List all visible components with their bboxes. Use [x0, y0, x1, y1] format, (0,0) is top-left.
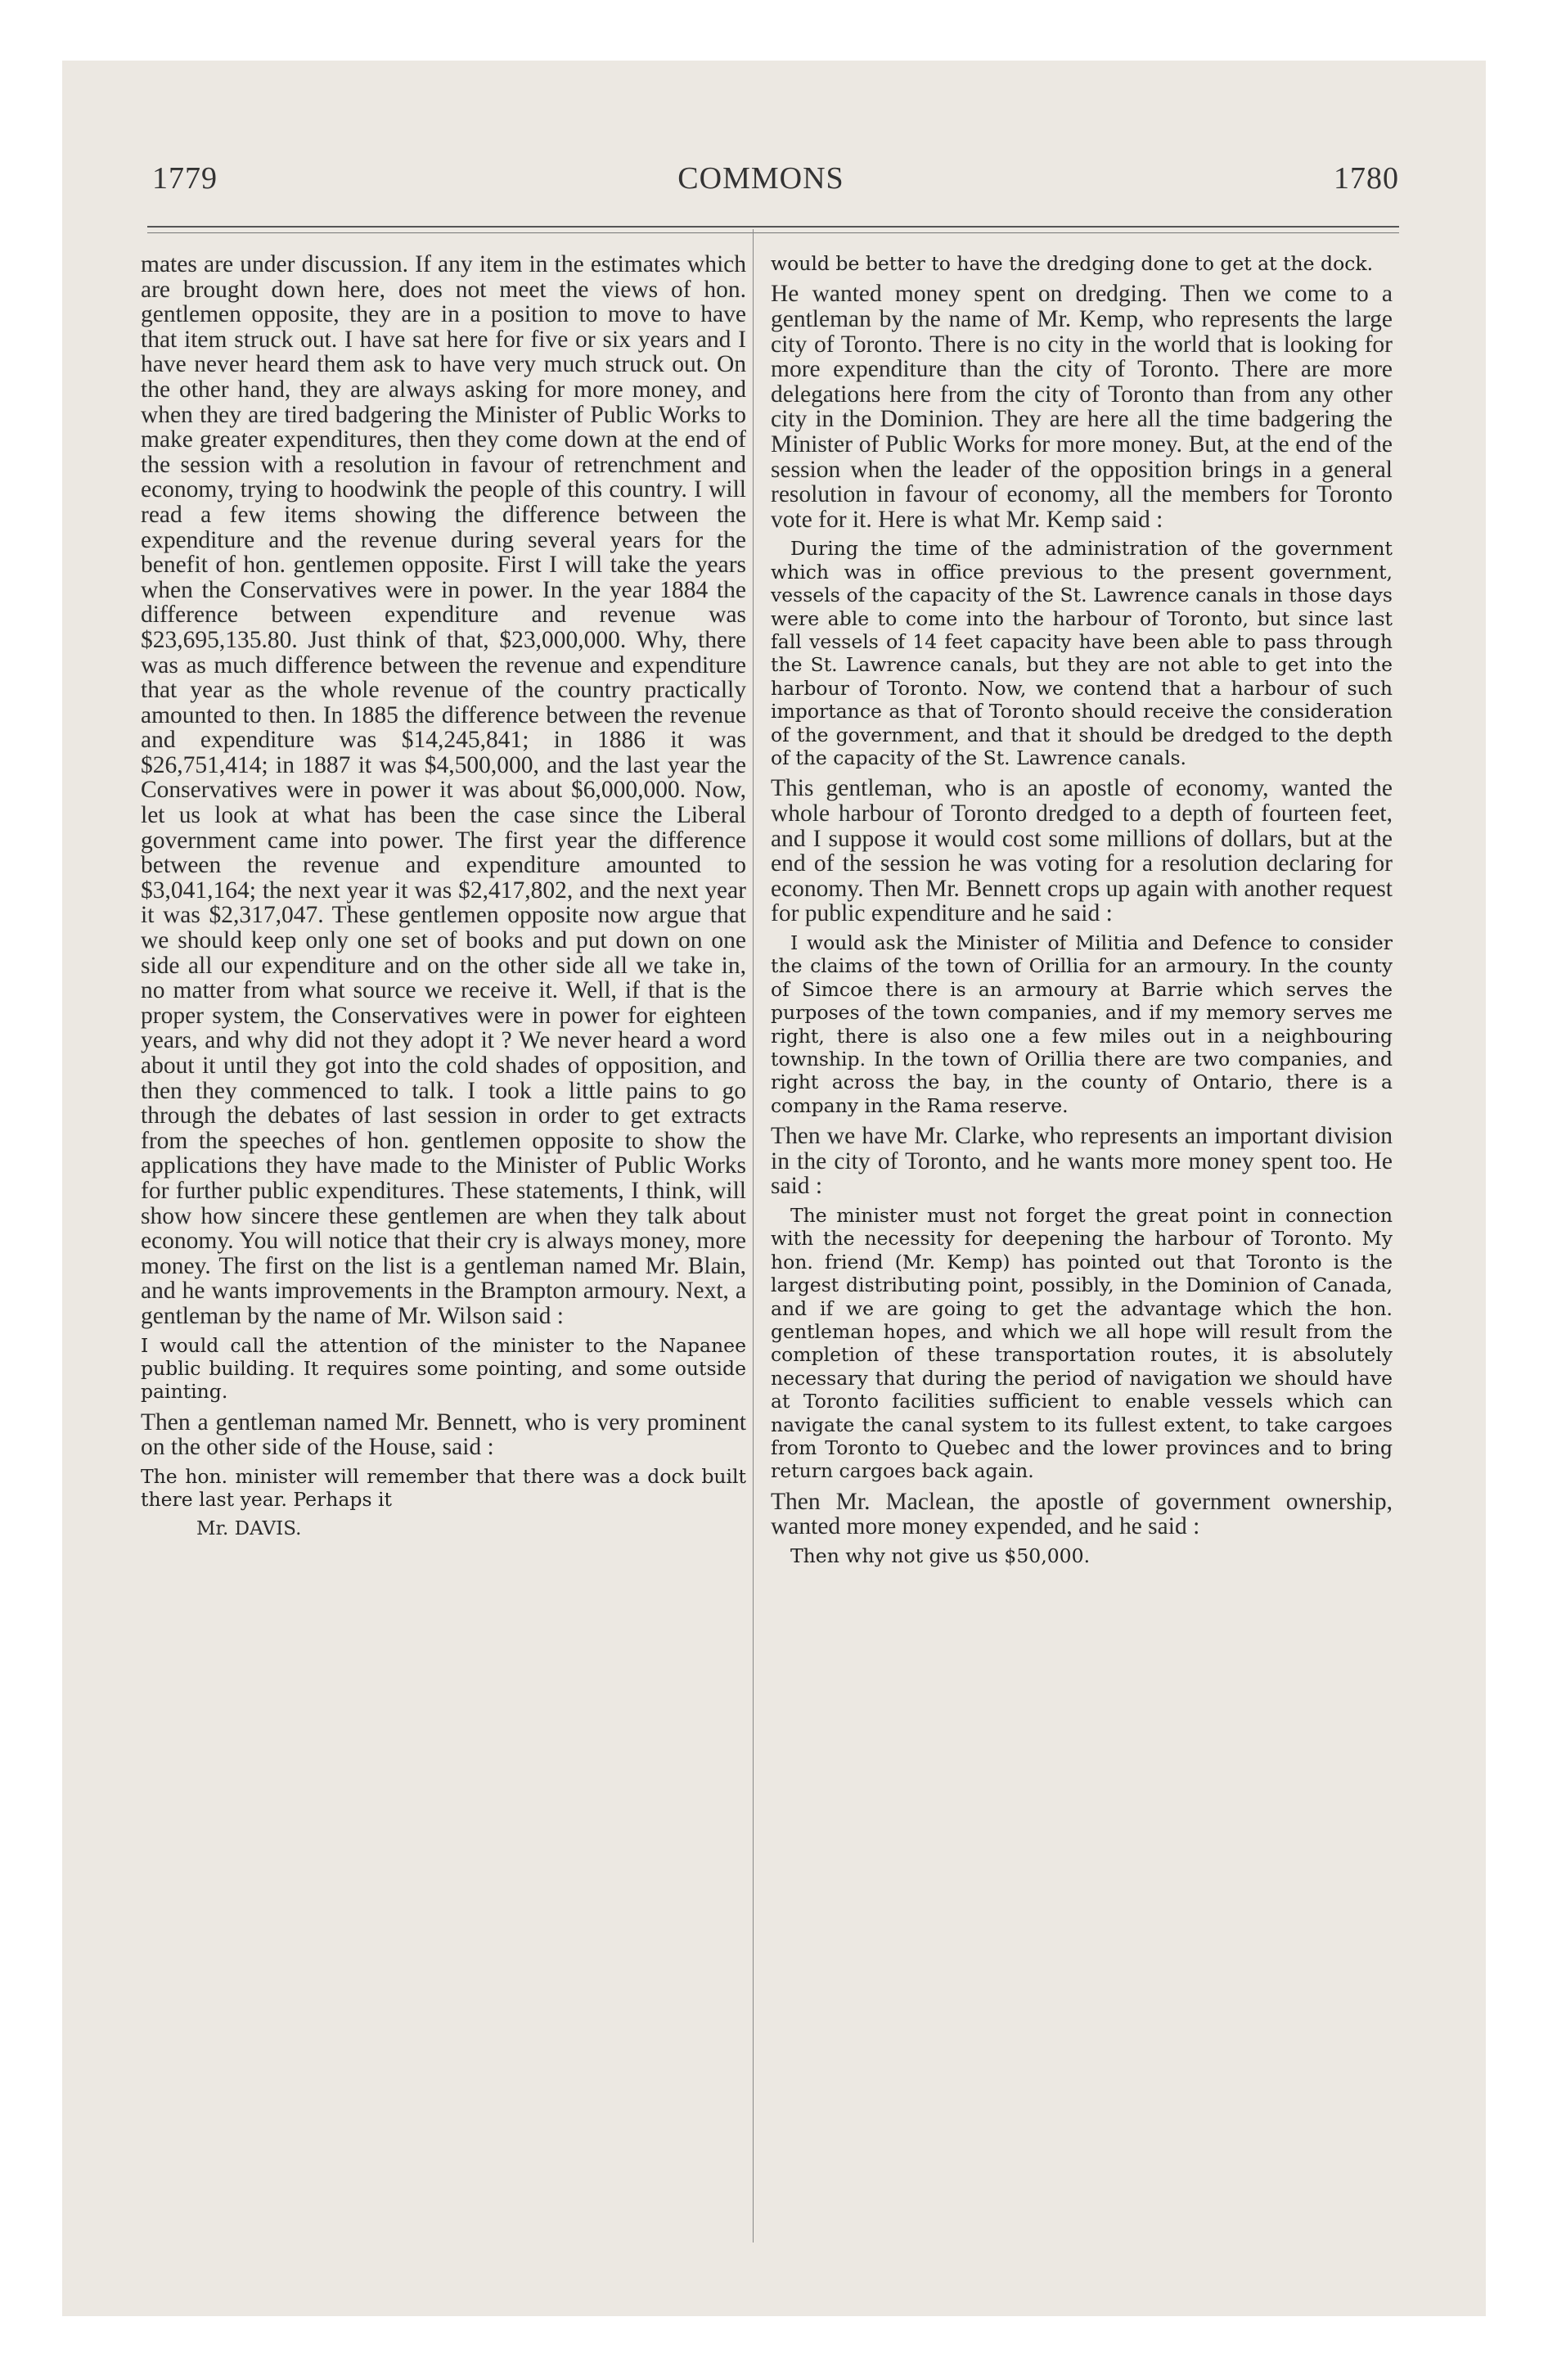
speaker-signature: Mr. DAVIS. [196, 1517, 302, 1539]
quoted-passage: I would call the attention of the minister to the Napanee public building. It requires some pointing, and some outside painting. [141, 1333, 746, 1404]
quoted-passage-continued: would be better to have the dredging done to get at the dock. [771, 252, 1374, 275]
speech-paragraph: Then we have Mr. Clarke, who represents an important division in the city of Toronto, and he wants more money spent too. He said : [771, 1123, 1393, 1200]
left-column [141, 252, 746, 2249]
hansard-page [123, 156, 1399, 2251]
quoted-passage: During the time of the administration of the government which was in office previous to the present government, vessels of the capacity of the St. Lawrence canals in those days were able to come into the harbour of Toronto, but since last fall vessels of 14 feet capacity have been able to pass through the St. Lawrence canals, but they are not able to get into the harbour of Toronto. Now, we contend that a harbour of such importance as that of Toronto should receive the consideration of the government, and that it should be dredged to the depth of the capacity of the St. Lawrence canals. [771, 537, 1393, 769]
quoted-passage: The hon. minister will remember that there was a dock built there last year. Perhaps it [141, 1464, 746, 1512]
quoted-passage: The minister must not forget the great point in connection with the necessity for deepening the harbour of Toronto. My hon. friend (Mr. Kemp) has pointed out that Toronto is the largest distributing point, possibly, in the Dominion of Canada, and if we are going to get the advantage which the hon. gentleman hopes, and which we all hope will result from the completion of these transportation routes, it is absolutely necessary that during the period of navigation we should have at Toronto facilities sufficient to enable vessels which can navigate the canal system to its fullest extent, to take cargoes from Toronto to Quebec and the lower provinces and to bring return cargoes back again. [771, 1204, 1393, 1483]
header-rule [147, 226, 1399, 228]
speech-paragraph: This gentleman, who is an apostle of economy, wanted the whole harbour of Toronto dredged to a depth of fourteen feet, and I suppose it would cost some millions of dollars, but at the end of the session he was voting for a resolution declaring for economy. Then Mr. Bennett crops up again with another request for public expenditure and he said : [771, 775, 1393, 927]
speech-paragraph: Then a gentleman named Mr. Bennett, who is very prominent on the other side of the House, said : [141, 1409, 746, 1461]
quoted-passage: Then why not give us $50,000. [790, 1544, 1091, 1568]
quoted-passage: I would ask the Minister of Militia and Defence to consider the claims of the town of Orillia for an armoury. In the county of Simcoe there is an armoury at Barrie which serves the purposes of the town companies, and if my memory serves me right, there is also one a few miles out in a neighbouring township. In the town of Orillia there are two companies, and right across the bay, in the county of Ontario, there is a company in the Rama reserve. [771, 931, 1393, 1117]
speech-paragraph: Then Mr. Maclean, the apostle of government ownership, wanted more money expended, and he said : [771, 1488, 1393, 1540]
speech-paragraph: He wanted money spent on dredging. Then we come to a gentleman by the name of Mr. Kemp, who represents the large city of Toronto. There is no city in the world that is looking for more expenditure than the city of Toronto. There are more delegations here from the city of Toronto than from any other city in the Dominion. They are here all the time badgering the Minister of Public Works for more money. But, at the end of the session when the leader of the opposition brings in a general resolution in favour of economy, all the members for Toronto vote for it. Here is what Mr. Kemp said : [771, 281, 1393, 533]
right-column [771, 252, 1393, 2249]
page-header [123, 156, 1399, 205]
page-number-left: 1779 [152, 161, 218, 196]
page-number-right: 1780 [1334, 161, 1399, 196]
column-divider [753, 229, 754, 2243]
running-title: COMMONS [677, 161, 844, 196]
header-rule-thin [147, 232, 1399, 233]
speech-paragraph: mates are under discussion. If any item in the estimates which are brought down here, does not meet the views of hon. gentlemen opposite, they are in a position to move to have that item struck out. I have sat here for five or six years and I have never heard them ask to have very much struck out. On the other hand, they are always asking for more money, and when they are tired badgering the Minister of Public Works to make greater expenditures, then they come down at the end of the session with a resolution in favour of retrenchment and economy, trying to hoodwink the people of this country. I will read a few items showing the difference between the expenditure and the revenue during several years for the benefit of hon. gentlemen opposite. First I will take the years when the Conservatives were in power. In the year 1884 the difference between expenditure and revenue was $23,695,135.80. Just think of that, $23,000,000. Why, there was as much difference between the revenue and expenditure that year as the whole revenue of the country practically amounted to then. In 1885 the difference between the revenue and expenditure was $14,245,841; in 1886 it was $26,751,414; in 1887 it was $4,500,000, and the last year the Conservatives were in power it was about $6,000,000. Now, let us look at what has been the case since the Liberal government came into power. The first year the difference between the revenue and expenditure amounted to $3,041,164; the next year it was $2,417,802, and the next year it was $2,317,047. These gentlemen opposite now argue that we should keep only one set of books and put down on one side all our expenditure and on the other side all we take in, no matter from what source we receive it. Well, if that is the proper system, the Conservatives were in power for eighteen years, and why did not they adopt it ? We never heard a word about it until they got into the cold shades of opposition, and then they commenced to talk. I took a little pains to go through the debates of last session in order to get extracts from the speeches of hon. gentlemen opposite to show the applications they have made to the Minister of Public Works for further public expenditures. These statements, I think, will show how sincere these gentlemen are when they talk about economy. You will notice that their cry is always money, more money. The first on the list is a gentleman named Mr. Blain, and he wants improvements in the Brampton armoury. Next, a gentleman by the name of Mr. Wilson said : [141, 252, 746, 1329]
